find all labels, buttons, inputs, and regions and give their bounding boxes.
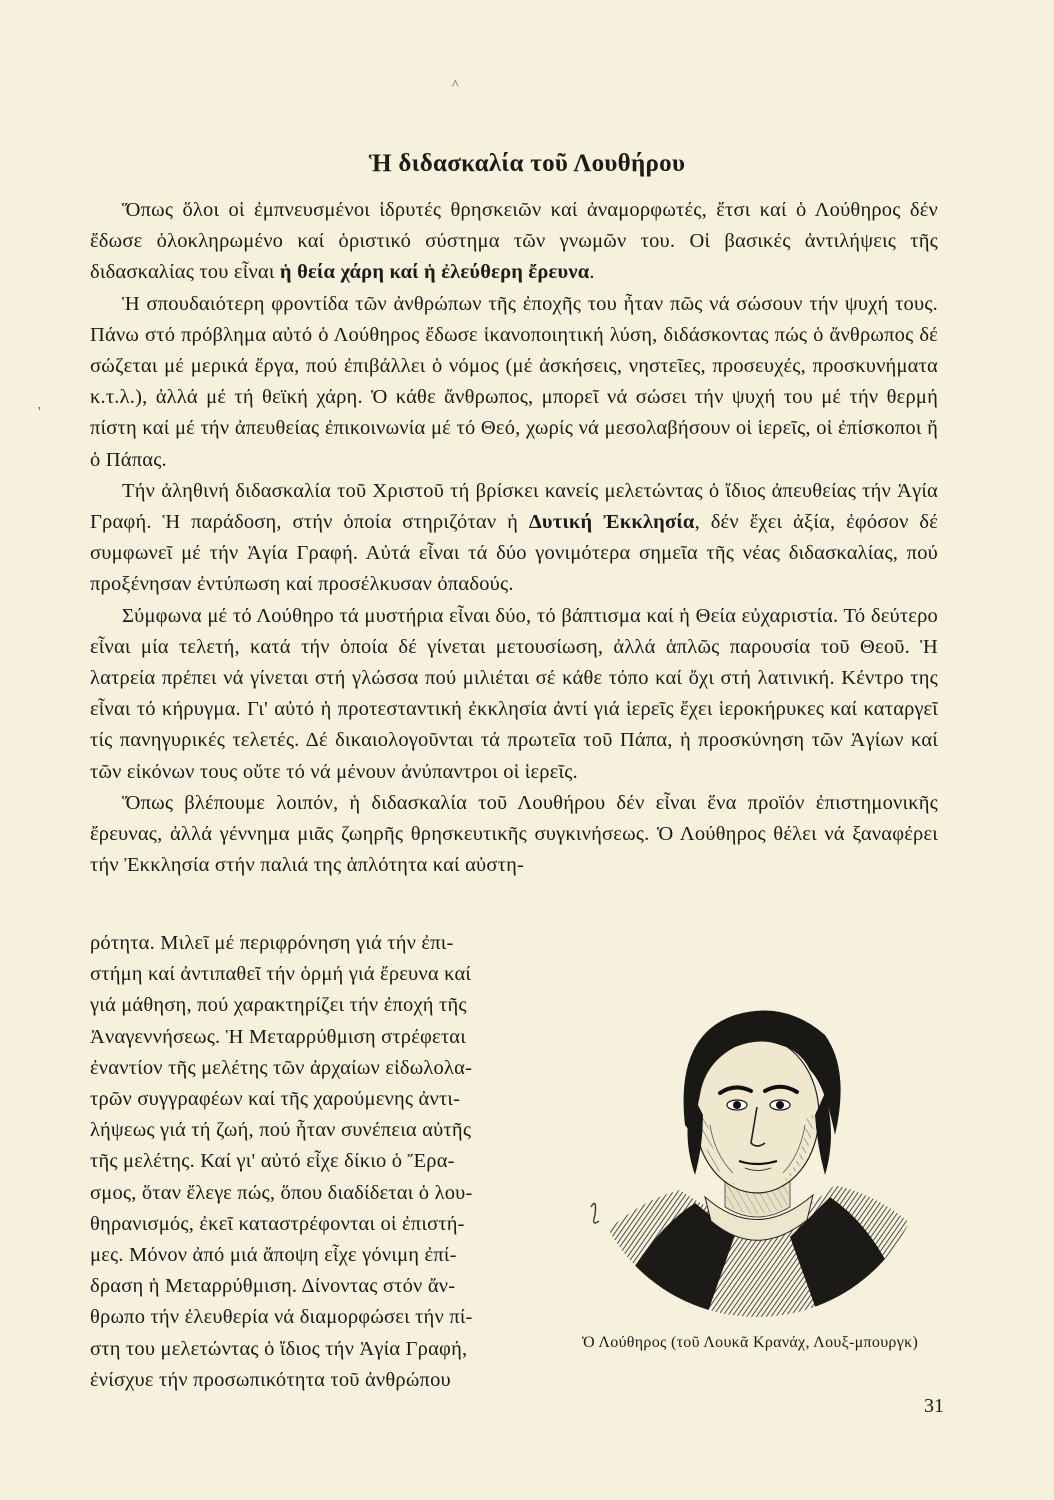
portrait-caption: Ὁ Λούθηρος (τοῦ Λουκᾶ Κρανάχ, Λουξ-μπουργκ): [582, 1334, 919, 1351]
paragraph-text: .: [589, 261, 595, 284]
text-line: ἐναντίον τῆς μελέτης τῶν ἀρχαίων εἰδωλολα-: [90, 1056, 473, 1079]
text-line: τῆς μελέτης. Καί γι' αὐτό εἶχε δίκιο ὁ Ἔρα-: [90, 1150, 455, 1173]
paragraph-5: Ὅπως βλέπουμε λοιπόν, ἡ διδασκαλία τοῦ Λουθήρου δέν εἶναι ἕνα προϊόν ἐπιστημονικῆς ἔρευνας, ἀλλά γέννημα μιᾶς ζωηρῆς θρησκευτικῆς συγκινήσεως. Ὁ Λούθηρος θέλει νά ξαναφέρει τήν Ἐκκλησία στήν παλιά της ἁπλότητα καί αὐστη-: [90, 791, 938, 877]
text-line: στη του μελετώντας ὁ ἴδιος τήν Ἁγία Γραφή,: [90, 1337, 468, 1360]
print-mark: ': [38, 405, 41, 420]
paragraph-4: Σύμφωνα μέ τό Λούθηρο τά μυστήρια εἶναι δύο, τό βάπτισμα καί ἡ Θεία εὐχαριστία. Τό δεύτερο εἶναι μία τελετή, κατά τήν ὁποία δέ γίνεται μετουσίωση, ἀλλά ἁπλῶς παρουσία τοῦ Θεοῦ. Ἡ λατρεία πρέπει νά γίνεται στή γλώσσα πού μιλιέται σέ κάθε τόπο καί ὄχι στή λατινική. Κέντρο της εἶναι τό κήρυγμα. Γι' αὐτό ἡ προτεσταντική ἐκκλησία ἀντί γιά ἱερεῖς ἔχει ἱεροκήρυκες καί καταργεῖ τίς πανηγυρικές τελετές. Δέ δικαιολογοῦνται τά πρωτεῖα τοῦ Πάπα, ἡ προσκύνηση τῶν Ἁγίων καί τῶν εἰκόνων τους οὔτε τό νά μένουν ἀνύπαντροι οἱ ἱερεῖς.: [90, 604, 938, 783]
text-line: ἐνίσχυε τήν προσωπικότητα τοῦ ἀνθρώπου: [90, 1368, 451, 1391]
text-line: στήμη καί ἀντιπαθεῖ τήν ὁρμή γιά ἔρευνα καί: [90, 963, 472, 986]
text-line: μες. Μόνον ἀπό μιά ἄποψη εἶχε γόνιμη ἐπί-: [90, 1244, 457, 1267]
emphasis-text: Δυτική Ἐκκλησία: [528, 511, 695, 534]
text-line: ρότητα. Μιλεῖ μέ περιφρόνηση γιά τήν ἐπι-: [90, 932, 454, 954]
text-line: δραση ἡ Μεταρρύθμιση. Δίνοντας στόν ἄν-: [90, 1275, 456, 1298]
luther-portrait: [585, 975, 930, 1320]
text-line: τρῶν συγγραφέων καί τῆς χαρούμενης ἀντι-: [90, 1088, 461, 1111]
emphasis-text: ἡ θεία χάρη καί ἡ ἐλεύθερη ἔρευνα: [279, 261, 590, 284]
chapter-title: Ἡ διδασκαλία τοῦ Λουθήρου: [368, 150, 686, 177]
print-mark: ^: [452, 78, 459, 93]
text-line: Ἀναγεννήσεως. Ἡ Μεταρρύθμιση στρέφεται: [90, 1025, 466, 1048]
text-line: λήψεως γιά τή ζωή, πού ἦταν συνέπεια αὐτῆς: [90, 1119, 472, 1142]
text-line: γιά μάθηση, πού χαρακτηρίζει τήν ἐποχή τῆς: [90, 994, 467, 1017]
text-line: σμος, ὅταν ἔλεγε πώς, ὅπου διαδίδεται ὁ λου-: [90, 1181, 473, 1204]
text-line: θηρανισμός, ἐκεῖ καταστρέφονται οἱ ἐπιστή-: [90, 1212, 465, 1235]
body-text: [90, 195, 938, 881]
paragraph-text: , δέν ἔχει ἀξία, ἐφόσον δέ συμφωνεῖ μέ τήν Ἁγία Γραφή. Αὐτά εἶναι τά δύο γονιμότερα σημεῖα τῆς νέας διδασκαλίας, πού προξένησαν ἐντύπωση καί προσέλκυσαν ὀπαδούς.: [90, 511, 939, 596]
page-number: 31: [924, 1395, 944, 1417]
text-line: θρωπο τήν ἐλευθερία νά διαμορφώσει τήν πί-: [90, 1306, 473, 1329]
paragraph-2: Ἡ σπουδαιότερη φροντίδα τῶν ἀνθρώπων τῆς ἐποχῆς του ἦταν πῶς νά σώσουν τήν ψυχή τους. Πάνω στό πρόβλημα αὐτό ὁ Λούθηρος ἔδωσε ἱκανοποιητική λύση, διδάσκοντας πώς ὁ ἄνθρωπος δέ σώζεται μέ μερικά ἔργα, πού ἐπιβάλλει ὁ νόμος (μέ ἀσκήσεις, νηστεῖες, προσευχές, προσκυνήματα κ.τ.λ.), ἀλλά μέ τή θεϊκή χάρη. Ὁ κάθε ἄνθρωπος, μπορεῖ νά σώσει τήν ψυχή του μέ τήν θερμή πίστη καί μέ τήν ἀπευθείας ἐπικοινωνία μέ τό Θεό, χωρίς νά μεσολαβήσουν οἱ ἱερεῖς, οἱ ἐπίσκοποι ἤ ὁ Πάπας.: [90, 292, 938, 471]
paragraph-text: Ὅπως ὅλοι οἱ ἐμπνευσμένοι ἱδρυτές θρησκειῶν καί ἀναμορφωτές, ἔτσι καί ὁ Λούθηρος δέν ἔδωσε ὁλοκληρωμένο καί ὁριστικό σύστημα τῶν γνωμῶν του. Οἱ βασικές ἀντιλήψεις τῆς διδασκαλίας του εἶναι: [90, 199, 938, 284]
paragraph-3: [90, 476, 938, 601]
paragraph-text: Τήν ἀληθινή διδασκαλία τοῦ Χριστοῦ τή βρίσκει κανείς μελετώντας ὁ ἴδιος ἀπευθείας τήν Ἁγία Γραφή. Ἡ παράδοση, στήν ὁποία στηριζόταν ἡ: [90, 479, 938, 534]
wrapped-text-column: [90, 928, 550, 1396]
paragraph-1: [90, 195, 938, 289]
